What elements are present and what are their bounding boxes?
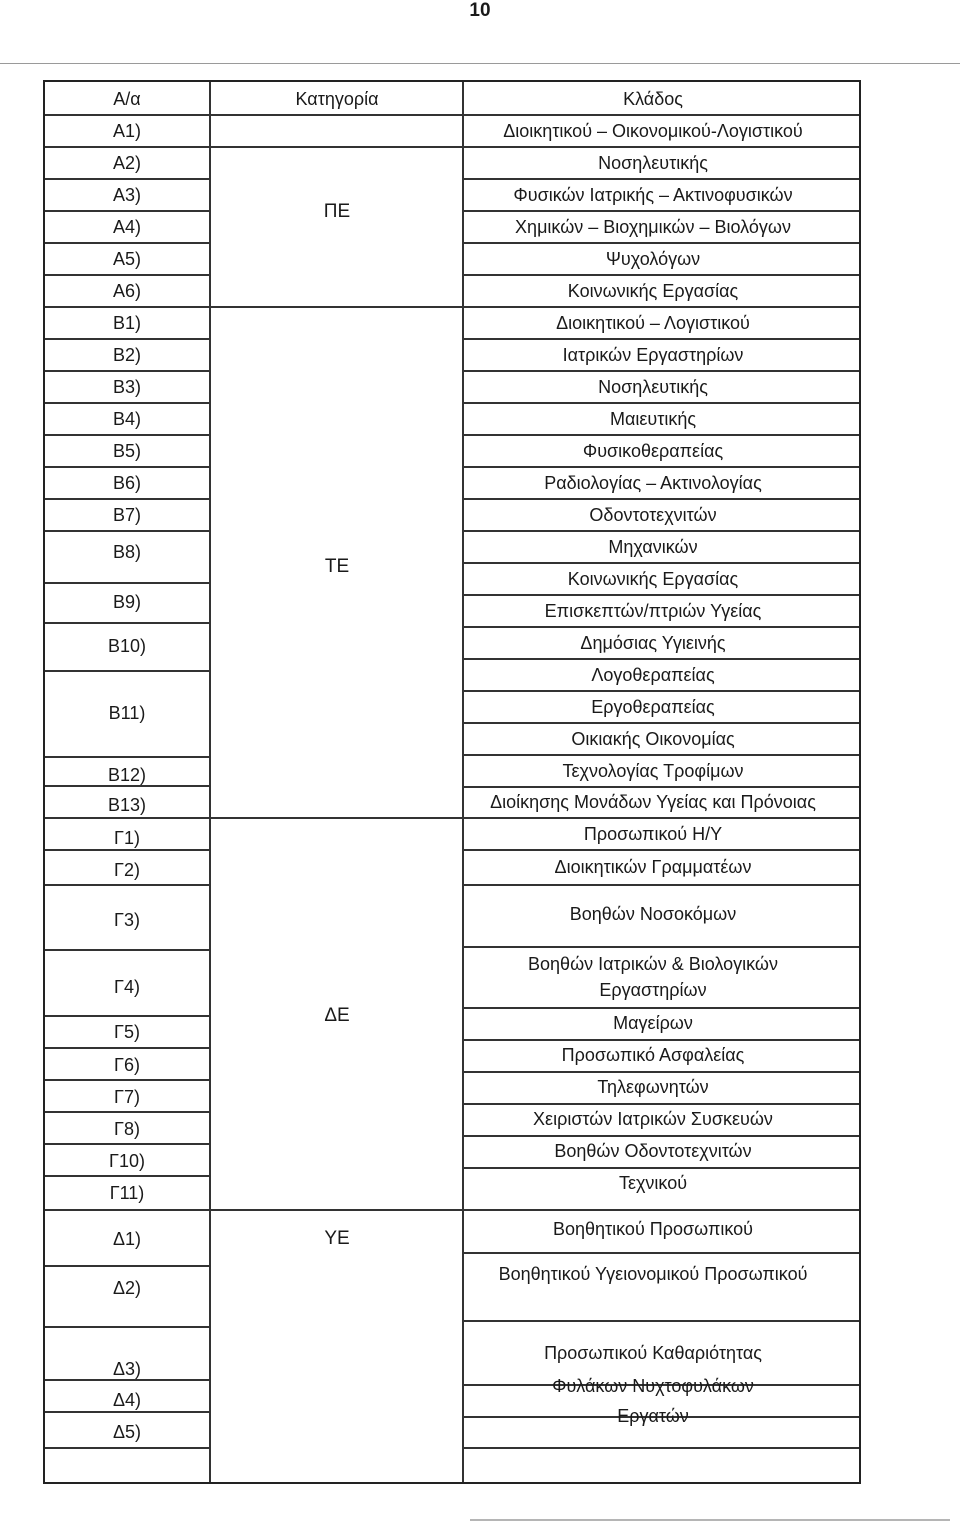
row-rule: [45, 1447, 209, 1449]
row-code: Δ4): [112, 1390, 142, 1410]
row-branch: Φυλάκων Νυχτοφυλάκων: [552, 1376, 754, 1396]
row-branch: Ραδιολογίας – Ακτινολογίας: [544, 473, 762, 493]
row-rule: [462, 274, 859, 276]
row-code: Α3): [112, 185, 142, 205]
category-te: ΤΕ: [324, 556, 350, 577]
row-rule: [45, 670, 209, 672]
row-rule: [462, 690, 859, 692]
row-rule: [462, 1252, 859, 1254]
row-rule: [462, 562, 859, 564]
row-code: Α6): [112, 281, 142, 301]
row-rule: [45, 338, 209, 340]
row-rule: [45, 817, 859, 819]
page-number: 10: [469, 0, 491, 21]
row-rule: [45, 434, 209, 436]
row-code: Β2): [112, 345, 142, 365]
row-rule: [45, 530, 209, 532]
row-code: Β11): [108, 703, 146, 723]
row-branch: Νοσηλευτικής: [598, 377, 708, 397]
row-code: Δ1): [112, 1229, 142, 1249]
row-branch: Βοηθών Νοσοκόμων: [569, 904, 737, 924]
row-branch: Ψυχολόγων: [605, 249, 701, 269]
row-rule: [45, 1265, 209, 1267]
row-code: Δ5): [112, 1422, 142, 1442]
row-code: Β4): [112, 409, 142, 429]
row-branch: Προσωπικό Ασφαλείας: [561, 1045, 745, 1065]
column-divider-1: [209, 82, 211, 1482]
row-code: Γ5): [114, 1022, 140, 1042]
row-branch: Κοινωνικής Εργασίας: [567, 569, 739, 589]
row-rule: [462, 754, 859, 756]
row-rule: [45, 1411, 209, 1413]
row-rule: [45, 884, 209, 886]
row-rule: [45, 402, 209, 404]
row-rule: [45, 466, 209, 468]
row-rule: [462, 530, 859, 532]
row-branch: Βοηθών Οδοντοτεχνιτών: [554, 1141, 752, 1161]
row-code: Β7): [112, 505, 142, 525]
row-branch: Τηλεφωνητών: [597, 1077, 709, 1097]
row-rule: [462, 338, 859, 340]
row-code: Γ8): [114, 1119, 140, 1139]
row-rule: [45, 1209, 859, 1211]
row-rule: [45, 1326, 209, 1328]
row-branch: Μαιευτικής: [609, 409, 697, 429]
row-rule: [462, 370, 859, 372]
row-rule: [45, 785, 209, 787]
row-branch: Χημικών – Βιοχημικών – Βιολόγων: [515, 217, 791, 237]
top-rule: [0, 63, 960, 64]
row-rule: [45, 1079, 209, 1081]
header-category: Κατηγορία: [295, 89, 379, 109]
row-rule: [462, 1007, 859, 1009]
column-divider-2: [462, 82, 464, 1482]
row-rule: [462, 946, 859, 948]
row-branch: Κοινωνικής Εργασίας: [567, 281, 739, 301]
row-rule: [462, 210, 859, 212]
row-code: Β12): [107, 765, 147, 785]
row-branch: Βοηθητικού Υγειονομικού Προσωπικού: [498, 1264, 808, 1284]
row-code: Α1): [112, 121, 142, 141]
row-code: Γ10): [109, 1151, 145, 1171]
row-branch: Φυσικών Ιατρικής – Ακτινοφυσικών: [513, 185, 793, 205]
row-rule: [45, 622, 209, 624]
row-branch: Διοικητικών Γραμματέων: [554, 857, 752, 877]
row-code: Γ3): [114, 910, 140, 930]
row-code: Γ2): [114, 860, 140, 880]
bottom-rule: [470, 1519, 950, 1521]
row-rule: [462, 658, 859, 660]
row-rule: [462, 466, 859, 468]
staff-categories-table: [43, 80, 861, 1484]
row-code: Γ7): [114, 1087, 140, 1107]
row-rule: [462, 498, 859, 500]
row-rule: [462, 1103, 859, 1105]
row-branch: Προσωπικού Η/Υ: [583, 824, 723, 844]
row-code: Β9): [112, 592, 142, 612]
header-aa: Α/α: [113, 89, 141, 109]
row-branch: Οδοντοτεχνιτών: [589, 505, 717, 525]
row-rule: [462, 1135, 859, 1137]
row-branch: Διοίκησης Μονάδων Υγείας και Πρόνοιας: [490, 792, 816, 812]
category-pe: ΠΕ: [323, 201, 351, 222]
row-rule: [45, 114, 859, 116]
category-de: ΔΕ: [324, 1005, 350, 1026]
row-branch: Ιατρικών Εργαστηρίων: [562, 345, 744, 365]
row-branch: Διοικητικού – Οικονομικού-Λογιστικού: [503, 121, 803, 141]
row-rule: [45, 370, 209, 372]
row-code: Δ3): [112, 1359, 142, 1379]
row-rule: [45, 210, 209, 212]
row-branch: Τεχνολογίας Τροφίμων: [562, 761, 744, 781]
row-branch: Δημόσιας Υγιεινής: [580, 633, 726, 653]
row-code: Α4): [112, 217, 142, 237]
row-branch: Φυσικοθεραπείας: [582, 441, 724, 461]
row-rule: [462, 1039, 859, 1041]
row-code: Β6): [112, 473, 142, 493]
row-code: Β5): [112, 441, 142, 461]
row-code: Α5): [112, 249, 142, 269]
row-rule: [45, 582, 209, 584]
row-rule: [462, 1320, 859, 1322]
row-rule: [462, 402, 859, 404]
row-rule: [45, 1143, 209, 1145]
row-code: Γ4): [114, 977, 140, 997]
row-code: Δ2): [112, 1278, 142, 1298]
row-rule: [462, 1447, 859, 1449]
row-code: Β1): [112, 313, 142, 333]
row-rule: [462, 1167, 859, 1169]
row-branch: Βοηθητικού Προσωπικού: [552, 1219, 754, 1239]
row-rule: [462, 242, 859, 244]
row-branch: Λογοθεραπείας: [591, 665, 715, 685]
row-branch: Χειριστών Ιατρικών Συσκευών: [533, 1109, 773, 1129]
row-branch: Μαγείρων: [613, 1013, 693, 1033]
row-rule: [462, 786, 859, 788]
row-branch: Εργατών: [617, 1406, 689, 1426]
row-rule: [462, 434, 859, 436]
row-rule: [462, 722, 859, 724]
row-rule: [45, 274, 209, 276]
row-branch: Προσωπικού Καθαριότητας: [544, 1343, 762, 1363]
row-rule: [462, 849, 859, 851]
row-code: Γ1): [114, 828, 140, 848]
row-branch: Οικιακής Οικονομίας: [571, 729, 735, 749]
row-rule: [45, 146, 859, 148]
row-branch: Μηχανικών: [608, 537, 698, 557]
row-code: Β8): [112, 542, 142, 562]
row-rule: [45, 178, 209, 180]
row-rule: [45, 1111, 209, 1113]
row-rule: [462, 626, 859, 628]
row-code: Β10): [107, 636, 147, 656]
row-rule: [45, 949, 209, 951]
row-branch: Βοηθών Ιατρικών & Βιολογικών Εργαστηρίων: [528, 954, 778, 1000]
row-code: Β3): [112, 377, 142, 397]
row-code: Γ11): [109, 1183, 145, 1203]
row-rule: [462, 178, 859, 180]
row-branch: Εργοθεραπείας: [591, 697, 715, 717]
row-rule: [45, 498, 209, 500]
row-rule: [462, 594, 859, 596]
row-code: Γ6): [114, 1055, 140, 1075]
row-branch: Διοικητικού – Λογιστικού: [556, 313, 750, 333]
row-rule: [45, 1379, 209, 1381]
row-rule: [45, 242, 209, 244]
row-rule: [45, 1047, 209, 1049]
row-branch: Επισκεπτών/πτριών Υγείας: [544, 601, 762, 621]
row-branch: Τεχνικού: [618, 1173, 688, 1193]
row-branch: Νοσηλευτικής: [598, 153, 708, 173]
header-branch: Κλάδος: [623, 89, 683, 109]
row-code: Α2): [112, 153, 142, 173]
row-code: Β13): [107, 795, 147, 815]
row-rule: [45, 849, 209, 851]
category-ye: ΥΕ: [324, 1228, 350, 1249]
row-rule: [45, 756, 209, 758]
row-rule: [45, 306, 859, 308]
row-rule: [45, 1015, 209, 1017]
row-rule: [462, 1071, 859, 1073]
row-rule: [45, 1175, 209, 1177]
row-rule: [462, 884, 859, 886]
